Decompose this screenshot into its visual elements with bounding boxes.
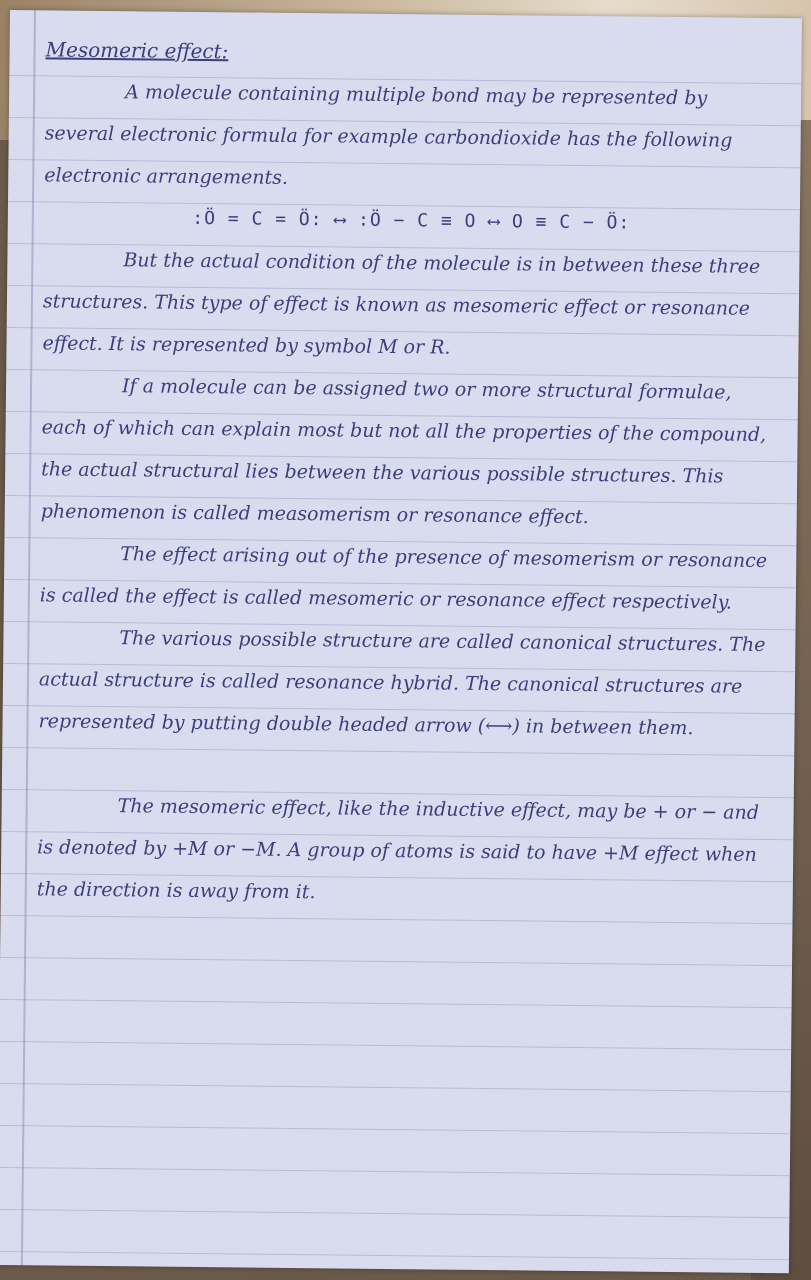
handwritten-notes bbox=[37, 28, 781, 918]
paragraph-2: But the actual condition of the molecule is in between these three structures. This type of effect is known as mesomeric effect or resonance effect. It is represented by symbol M or R. bbox=[42, 249, 761, 359]
paragraph-6: The mesomeric effect, like the inductive effect, may be + or − and is denoted by +M or −M. A group of atoms is said to have +M effect when the direction is away from it. bbox=[36, 795, 760, 904]
co2-resonance-formula: :Ö = C = Ö: ⟷ :Ö − C ≡ O ⟷ O ≡ C − Ö: bbox=[192, 207, 631, 234]
paragraph-3: If a molecule can be assigned two or more structural formulae, each of which can explain most but not all the properties of the compound, the actual structural lies between the various possible structures. This phenomenon is called measomerism or resonance effect. bbox=[40, 375, 767, 529]
margin-line bbox=[21, 10, 36, 1265]
paragraph-4: The effect arising out of the presence of mesomerism or resonance is called the effect is called mesomeric or resonance effect respectively. bbox=[39, 543, 768, 614]
notebook-page bbox=[0, 10, 802, 1273]
page-heading: Mesomeric effect: bbox=[45, 37, 229, 64]
paragraph-5: The various possible structure are called canonical structures. The actual structure is called resonance hybrid. The canonical structures are represented by putting double headed arrow (⟷) in between them. bbox=[38, 627, 766, 740]
paragraph-1: A molecule containing multiple bond may be represented by several electronic formula for example carbondioxide has the following electronic arrangements. bbox=[44, 81, 733, 189]
